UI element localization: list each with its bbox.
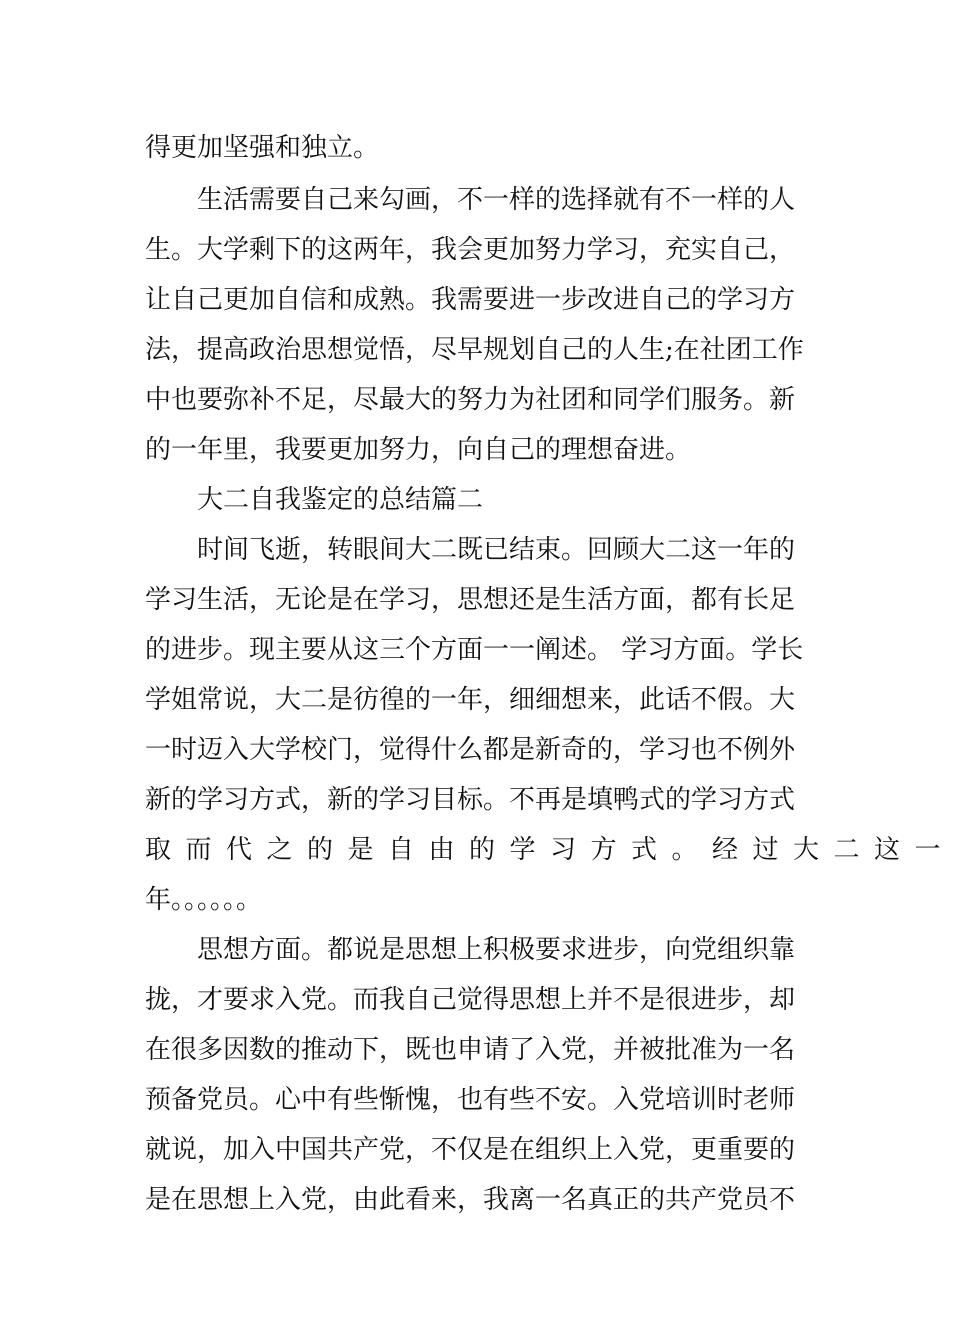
section-heading: 大二自我鉴定的总结篇二 xyxy=(197,485,484,515)
paragraph-start-line: 生活需要自己来勾画，不一样的选择就有不一样的人 xyxy=(197,185,796,215)
text-line: 年。。。。。。 xyxy=(145,885,263,915)
text-line: 预备党员。心中有些惭愧，也有些不安。入党培训时老师 xyxy=(145,1085,796,1115)
text-line: 是在思想上入党，由此看来，我离一名真正的共产党员不 xyxy=(145,1185,796,1215)
text-line: 学姐常说，大二是彷徨的一年，细细想来，此话不假。大 xyxy=(145,685,796,715)
text-line: 得更加坚强和独立。 xyxy=(145,133,380,163)
justified-text-line: 取而代之的是自由的学习方式。经过大二这一 xyxy=(145,835,955,865)
text-line: 让自己更加自信和成熟。我需要进一步改进自己的学习方 xyxy=(145,285,796,315)
text-line: 学习生活，无论是在学习，思想还是生活方面，都有长足 xyxy=(145,585,796,615)
text-line: 一时迈入大学校门，觉得什么都是新奇的，学习也不例外 xyxy=(145,735,796,765)
paragraph-start-line: 思想方面。都说是思想上积极要求进步，向党组织靠 xyxy=(197,935,796,965)
text-line: 的进步。现主要从这三个方面一一阐述。 学习方面。学长 xyxy=(145,635,804,665)
text-line: 新的学习方式，新的学习目标。不再是填鸭式的学习方式 xyxy=(145,785,796,815)
text-line: 中也要弥补不足，尽最大的努力为社团和同学们服务。新 xyxy=(145,385,796,415)
text-line: 的一年里，我要更加努力，向自己的理想奋进。 xyxy=(145,435,692,465)
text-line: 在很多因数的推动下，既也申请了入党，并被批准为一名 xyxy=(145,1035,796,1065)
text-line: 法，提高政治思想觉悟，尽早规划自己的人生;在社团工作 xyxy=(145,335,804,365)
text-line: 就说，加入中国共产党，不仅是在组织上入党，更重要的 xyxy=(145,1135,796,1165)
text-line: 拢，才要求入党。而我自己觉得思想上并不是很进步，却 xyxy=(145,985,796,1015)
paragraph-start-line: 时间飞逝，转眼间大二既已结束。回顾大二这一年的 xyxy=(197,535,796,565)
text-line: 生。大学剩下的这两年，我会更加努力学习，充实自己， xyxy=(145,235,796,265)
